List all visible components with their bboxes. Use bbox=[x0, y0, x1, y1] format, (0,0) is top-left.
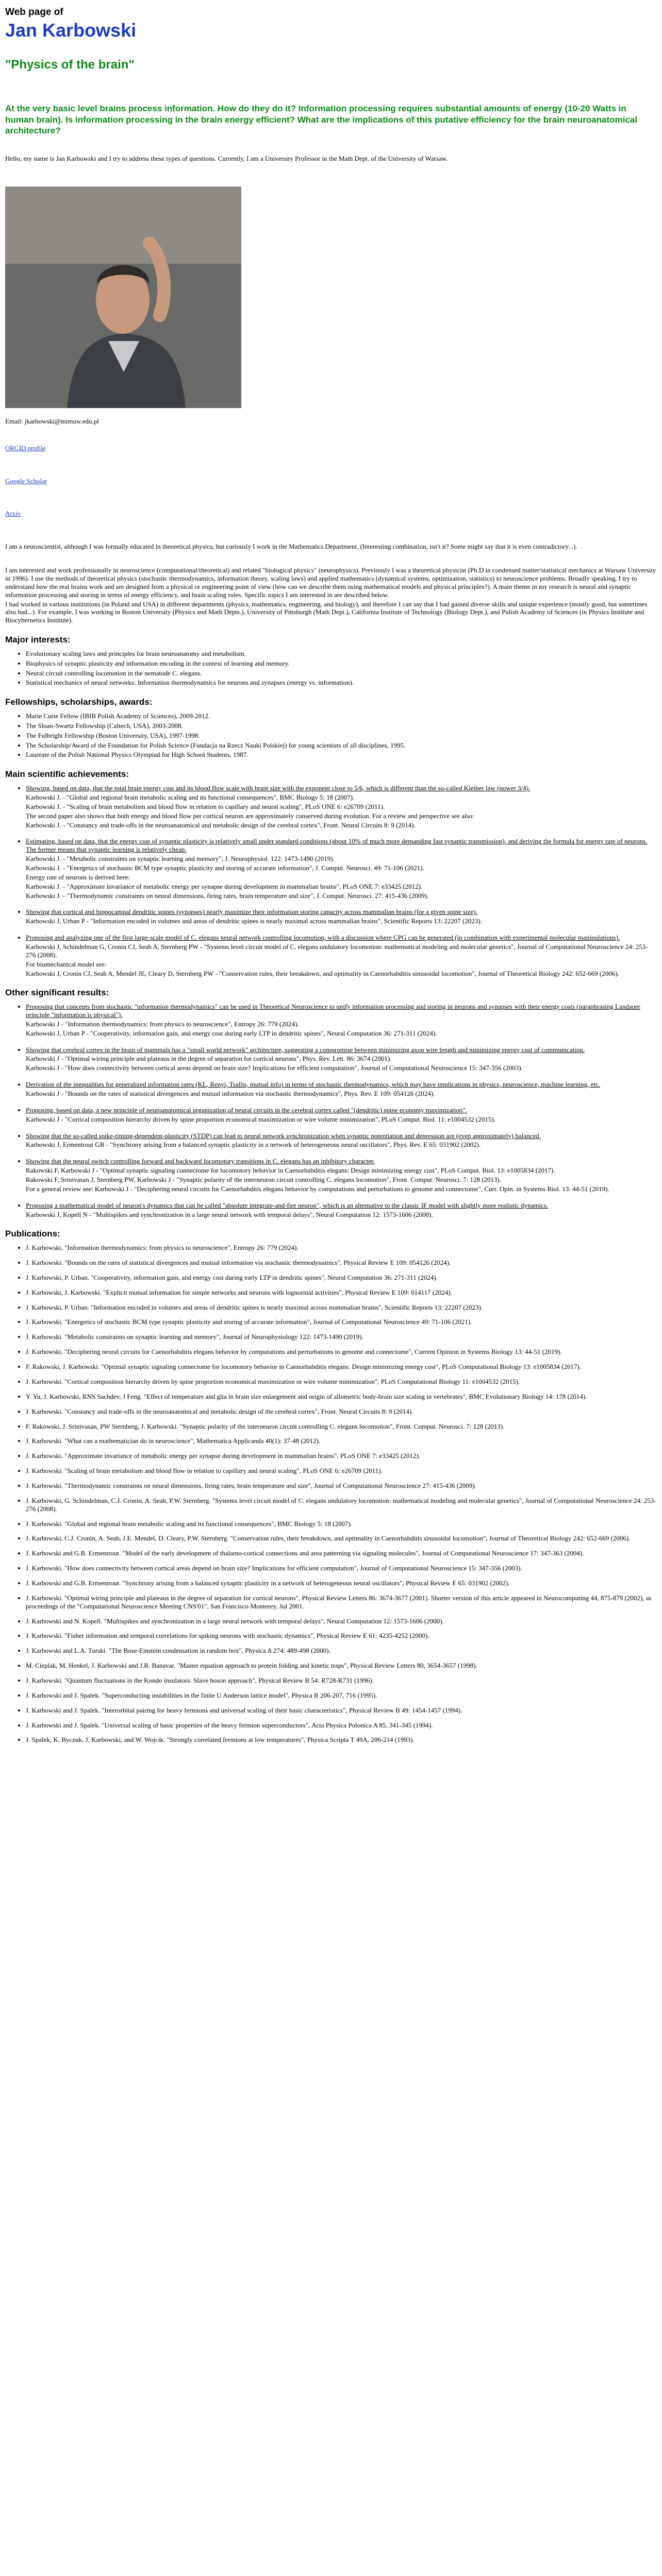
main-achievements-heading: Main scientific achievements: bbox=[5, 769, 129, 779]
publication-item: • M. Cieplak, M. Henkel, J. Karbowski and J.R. Banavar. "Master equation approach to protein folding and kinetic traps", Physical Review Letters 80, 3654-3657 (1998). bbox=[26, 1662, 657, 1670]
reference: Karbowski J - "Optimal wiring principle and plateaus in the degree of separation for cortical neurons", Phys. Rev. Lett. 86: 3674 (2001). bbox=[26, 1055, 392, 1063]
result-item bbox=[26, 1080, 657, 1098]
publication-item: • J. Karbowski, C.J. Cronin, A. Seah, J.E. Mendel, D. Cleary, P.W. Sternberg. "Conservation rules, their breakdown, and optimality in Caenorhabditis sinusoidal locomotion", Journal of Theoretical Biology 242: 652-669 (2006). bbox=[26, 1534, 657, 1543]
achievement-item bbox=[26, 837, 657, 900]
reference: Karbowski J. - "Metabolic constraints on synaptic learning and memory", J. Neurophysiol. 122: 1473-1490 (2019). bbox=[26, 855, 335, 863]
achievement-summary: • Proposing and analyzing one of the first large-scale model of C. elegans neural network controlling locomotion, with a discussion where CPG can be generated (in combination with experimental molecular manipulations). bbox=[26, 934, 620, 942]
reference: Karbowski J. - "Thermodynamic constraints on neural dimensions, firing rates, brain temperature and size", J. Comput. Neurosci. 27: 415-436 (2009). bbox=[26, 891, 429, 900]
other-results-heading: Other significant results: bbox=[5, 988, 109, 998]
publication-item: • J. Spalek, K. Byczuk, J. Karbowski, and W. Wojcik. "Strongly correlated fermions at low temperatures", Physica Scripta T 49A, 206-214 (1993). bbox=[26, 1736, 657, 1744]
arxiv-link[interactable]: Arxiv bbox=[5, 510, 21, 518]
result-summary: • Proposing that concepts from stochastic "information thermodynamics" can be used in Theoretical Neuroscience to unify information processing and storing in neurons and synapses with their energy costs (paraphrasing Landauer principle "information is physical"). bbox=[26, 1003, 641, 1019]
publication-item: • J. Karbowski. "Cortical composition hierarchy driven by spine proportion economical maximization or wire volume minimization", PLoS Computational Biology 11: e1004532 (2015). bbox=[26, 1378, 657, 1386]
publication-item: • J. Karbowski, J. Karbowski. "Explicit mutual information for simple networks and neurons with lognormal activities", Physical Review E 109: 014117 (2024). bbox=[26, 1289, 657, 1297]
list-item: • Biophysics of synaptic plasticity and information encoding in the context of learning and memory. bbox=[26, 659, 657, 668]
portrait-photo bbox=[5, 187, 241, 408]
publication-item: • J. Karbowski. "Bounds on the rates of statistical divergences and mutual information via stochastic thermodynamics", Physical Review E 109: 054126 (2024). bbox=[26, 1259, 657, 1267]
achievement-item bbox=[26, 908, 657, 925]
list-item: • The Fulbright Fellowship (Boston University, USA), 1997-1998. bbox=[26, 732, 657, 740]
list-item: • Evolutionary scaling laws and principles for brain neuroanatomy and metabolism. bbox=[26, 650, 657, 658]
reference: Karbowski J, Urban P - "Information encoded in volumes and areas of dendritic spines is nearly maximal across mammalian brains", Scientific Reports 13: 22207 (2023). bbox=[26, 917, 482, 925]
reference: Karbowski J, Cronin CJ, Seah A, Mendel JE, Cleary D, Sternberg PW - "Conservation rules, their breakdown, and optimality in Caenorhabditis sinusoidal locomotion", Journal of Theoretical Biology 242: 652-669 (2006). bbox=[26, 969, 619, 977]
reference: Karbowski J - "Cortical composition hierarchy driven by spine proportion economical maximization or wire volume minimization", PLoS Comput. Biol. 11: e1004532 (2015). bbox=[26, 1115, 495, 1123]
reference: Karbowski J. - "Approximate invariance of metabolic energy per synapse during development in mammalian brains", PLoS ONE 7: e33425 (2012). bbox=[26, 882, 423, 890]
google-scholar-link[interactable]: Google Scholar bbox=[5, 477, 47, 485]
publication-item: • J. Karbowski. "Thermodynamic constraints on neural dimensions, firing rates, brain temperature and size", Journal of Computational Neuroscience 27: 415-436 (2009). bbox=[26, 1482, 657, 1490]
intro-text: Hello, my name is Jan Karbowski and I try to address these types of questions. Currently, I am a University Professor in the Math Dept. of the University of Warsaw. bbox=[5, 155, 448, 163]
reference: Karbowski J - "Bounds on the rates of statistical divergences and mutual information via stochastic thermodynamics", Phys. Rev. E 109: 054126 (2024). bbox=[26, 1090, 435, 1097]
result-item bbox=[26, 1106, 657, 1124]
publication-item: • J. Karbowski and J. Spalek. "Superconducting instabilities in the finite U Anderson lattice model", Physica B 206-207, 716 (1995). bbox=[26, 1691, 657, 1700]
fellowships-list bbox=[5, 712, 657, 759]
bio-paragraph-1: I am a neuroscientist, although I was formally educated in theoretical physics, but curiously I work in the Mathematics Department. (Interesting combination, isn't it? Some might say that it is even contradictory...). bbox=[5, 543, 577, 551]
result-summary: • Proposing, based on data, a new principle of neuroanatomical organization of neural circuits in the cerebral cortex called "(dendritic) spine economy maximization". bbox=[26, 1106, 467, 1114]
site-label: Web page of bbox=[5, 7, 63, 18]
reference: Karbowski J, Schindelman G, Cronin CJ, Seah A, Sternberg PW - "Systems level circuit model of C. elegans undulatory locomotion: mathematical modeling and molecular genetics", Journal of Computational Neuroscience 24: 253-276 (2008). bbox=[26, 942, 648, 959]
publication-item: • J. Karbowski. "Scaling of brain metabolism and blood flow in relation to capillary and neural scaling", PLoS ONE 6: e26709 (2011). bbox=[26, 1467, 657, 1475]
interests-list bbox=[5, 650, 657, 687]
result-item bbox=[26, 1003, 657, 1037]
publication-item: • J. Karbowski. "Constancy and trade-offs in the neuroanatomical and metabolic design of the cerebral cortex", Front. Neural Circuits 8: 9 (2014). bbox=[26, 1408, 657, 1416]
publication-item: • J. Karbowski. "Information thermodynamics: from physics to neuroscience", Entropy 26: 779 (2024). bbox=[26, 1244, 657, 1252]
reference: Rakowski F, Srinivasan J, Sternberg PW, Karbowski J - "Synaptic polarity of the interneuron circuit controlling C. elegans locomotion", Front. Comput. Neurosci. 7: 128 (2013). bbox=[26, 1176, 501, 1184]
achievement-item bbox=[26, 784, 657, 829]
publication-item: • J. Karbowski. "How does connectivity between cortical areas depend on brain size? Implications for efficient computation", Journal of Computational Neuroscience 15: 347-356 (2003). bbox=[26, 1564, 657, 1572]
result-item bbox=[26, 1132, 657, 1149]
list-item: • The Scholarship/Award of the Foundation for Polish Science (Fundacja na Rzecz Nauki Polskiej) for young scientists of all disciplines, 1995. bbox=[26, 741, 657, 750]
fellowships-heading: Fellowships, scholarships, awards: bbox=[5, 697, 153, 707]
publication-item: • J. Karbowski and J. Spalek. "Interorbital pairing for heavy fermions and universal scaling of their basic characteristics", Physical Review B 49: 1454-1457 (1994). bbox=[26, 1706, 657, 1715]
list-item: • The Sloan-Swartz Fellowship (Caltech, USA), 2003-2008. bbox=[26, 722, 657, 730]
publication-item: • J. Karbowski, P. Urban. "Information encoded in volumes and areas of dendritic spines is nearly maximal across mammalian brains", Scientific Reports 13: 22207 (2023). bbox=[26, 1303, 657, 1312]
publication-item: • F. Rakowski, J. Srinivasan, PW Sternberg, J. Karbowski. "Synaptic polarity of the interneuron circuit controlling C. elegans locomotion", Front. Comput. Neurosci. 7: 128 (2013). bbox=[26, 1422, 657, 1431]
publication-item: • J. Karbowski and N. Kopell. "Multispikes and synchronization in a large neural network with temporal delays", Neural Computation 12: 1573-1606 (2000). bbox=[26, 1617, 657, 1625]
publications-heading: Publications: bbox=[5, 1229, 60, 1239]
publication-item: • J. Karbowski and G.B. Ermentrout. "Synchrony arising from a balanced synaptic plasticity in a network of heterogeneous neural oscillators", Physical Review E 65: 031902 (2002). bbox=[26, 1579, 657, 1587]
list-item: • Neural circuit controlling locomotion in the nematode C. elegans. bbox=[26, 669, 657, 677]
publication-item: • J. Karbowski. "Optimal wiring principle and plateaus in the degree of separation for cortical neurons", Physical Review Letters 86: 3674-3677 (2001). Shorter version of this article appeared in Neurocomputing 44, 875-879 (2002), as proceedings of the "Computational Neuroscience Meeting CNS'01", San Francisco-Monterey, Jul 2001. bbox=[26, 1594, 657, 1611]
reference: Karbowski J. - "Global and regional brain metabolic scaling and its functional consequences", BMC Biology 5: 18 (2007). bbox=[26, 793, 355, 801]
publication-item: • J. Karbowski. "Energetics of stochastic BCM type synaptic plasticity and storing of accurate information", Journal of Computational Neuroscience 49: 71-106 (2021). bbox=[26, 1318, 657, 1326]
publication-item: • J. Karbowski and J. Spalek. "Universal scaling of basic properties of the heavy fermion superconductors", Acta Physica Polonica A 85, 341-345 (1994). bbox=[26, 1721, 657, 1730]
publication-item: • Y. Yu, J. Karbowski, RNS Sachdev, J Feng. "Effect of temperature and glia in brain size enlargement and origin of allometric body-brain size scaling in vertebrates", BMC Evolutionary Biology 14: 178 (2014). bbox=[26, 1393, 657, 1401]
email: Email: jkarbowski@mimuw.edu.pl bbox=[5, 417, 99, 425]
publication-item: • F. Rakowski, J. Karbowski. "Optimal synaptic signaling connectome for locomotory behavior in Caenorhabditis elegans: Design minimizing energy cost", PLoS Computational Biology 13: e1005834 (2017). bbox=[26, 1363, 657, 1371]
reference: Karbowski J. - "Constancy and trade-offs in the neuroanatomical and metabolic design of the cerebral cortex", Front. Neural Circuits 8: 9 (2014). bbox=[26, 821, 416, 829]
list-item: • Marie Curie Fellow (IBIB Polish Academy of Sciences), 2009-2012. bbox=[26, 712, 657, 720]
result-summary: • Showing that the neural switch controlling forward and backward locomotory transitions in C. elegans has an inhibitory character. bbox=[26, 1157, 375, 1165]
publication-item: • J. Karbowski. "Approximate invariance of metabolic energy per synapse during development in mammalian brains", PLoS ONE 7: e33425 (2012). bbox=[26, 1452, 657, 1460]
bio-paragraph-3: I had worked in various institutions (in Poland and USA) in different departments (physics, mathematics, engineering, and biology), and therefore I can say that I had gained diverse skills and unique experience (mostly good, but sometimes also bad...). For example, I was working in Boston University (Physics and Math Depts.), University of Pittsburgh (Math Dept.), California Institute of Technology (Biology Dept.), and Polish Academy of Sciences (in Physics Institute and Biocybernetics Institute). bbox=[5, 600, 648, 624]
result-summary: • Showing that cerebral cortex in the brain of mammals has a "small world network" architecture, suggesting a compromise between minimizing axon wire length and minimizing energy cost of communication. bbox=[26, 1045, 585, 1054]
profile-links bbox=[5, 444, 657, 518]
achievement-summary: • Showing that cortical and hippocampal dendritic spines (synapses) nearly maximize their information storing capacity across mammalian brains (for a given spine size). bbox=[26, 908, 477, 916]
reference: For a general review see: Karbowski J - "Deciphering neural circuits for Caenorhabditis elegans behavior by computations and perturbations to genome and connectome", Curr. Opin. in Systems Biol. 13: 44-51 (2019). bbox=[26, 1184, 609, 1193]
achievement-summary: • Showing, based on data, that the total brain energy cost and its blood flow scale with brain size with the exponent close to 5/6, which is different than the so-called Kleiber law (power 3/4). bbox=[26, 784, 531, 792]
publication-item: • J. Karbowski and L.A. Turski. "The Bose-Einstein condensation in random box", Physica A 274: 489-498 (2000). bbox=[26, 1647, 657, 1655]
list-item: • Laureate of the Polish National Physics Olympiad for High School Students, 1987. bbox=[26, 751, 657, 759]
motto: "Physics of the brain" bbox=[5, 58, 135, 72]
reference-note: For biomechanical model see: bbox=[26, 960, 107, 968]
publication-item: • J. Karbowski. "What can a mathematician do in neuroscience", Mathematica Applicanda 40(1): 37-48 (2012). bbox=[26, 1437, 657, 1445]
bio-paragraph-2: I am interested and work professionally in neuroscience (computational/theoretical) and related "biological physics" (neurophysics). Previously I was a theoretical physicist (Ph.D in condensed matter/statistical mechanics at Warsaw University in 1996). I use the methods of theoretical physics (stochastic thermodynamics, information theory, scaling laws) and applied mathematics (dynamical systems, optimization, statistics) to neuroscience problems. Broadly speaking, I try to understand how the real brains work and are designed from a physical or engineering point of view (how can we describe them using mathematical models and physical principles?). A main theme in my research is neural and synaptic information processing and storing in terms of energy efficiency, and brain scaling rules. Specific topics I am interested in are described below. bbox=[5, 566, 656, 599]
reference: Rakowski F, Karbowski J - "Optimal synaptic signaling connectome for locomotory behavior in Caenorhabditis elegans: Design minimizing energy cost", PLoS Comput. Biol. 13: e1005834 (2017). bbox=[26, 1166, 555, 1175]
achievement-item bbox=[26, 934, 657, 977]
list-item: • Statistical mechanics of neural networks: Information thermodynamics for neurons and synapses (energy vs. information). bbox=[26, 679, 657, 687]
result-summary: • Showing that the so-called spike-timing-dependent-plasticity (STDP) can lead to neural network synchronization when synaptic potentiation and depression are (even approximately) balanced. bbox=[26, 1131, 541, 1140]
publication-item: • J. Karbowski, G. Schindelman, C.J. Cronin, A. Seah, P.W. Sternberg. "Systems level circuit model of C. elegans undulatory locomotion: mathematical modeling and molecular genetics", Journal of Computational Neuroscience 24: 253-276 (2008). bbox=[26, 1497, 657, 1513]
publication-item: • J. Karbowski, P. Urban. "Cooperativity, information gain, and energy cost during early LTP in dendritic spines", Neural Computation 36: 271-311 (2024). bbox=[26, 1274, 657, 1282]
reference-note: Energy rate of neurons is derived here: bbox=[26, 873, 130, 881]
reference: Karbowski J, Urban P - "Cooperativity, information gain, and energy cost during early LTP in dendritic spines", Neural Computation 36: 271-311 (2024). bbox=[26, 1029, 437, 1037]
publication-item: • J. Karbowski. "Metabolic constraints on synaptic learning and memory", Journal of Neurophysiology 122: 1473-1490 (2019). bbox=[26, 1333, 657, 1341]
result-item bbox=[26, 1046, 657, 1073]
research-question: At the very basic level brains process information. How do they do it? Information processing requires substantial amounts of energy (10-20 Watts in human brain). Is information processing in the brain energy efficient? What are the implications of this putative efficiency for the brain neuroanatomical architecture? bbox=[5, 104, 638, 135]
main-achievements-list bbox=[5, 784, 657, 977]
result-summary: • Proposing a mathematical model of neuron's dynamics that can be called "absolute integrate-and-fire neuron", which is an alternative to the classic IF model with slightly more realistic dynamics. bbox=[26, 1201, 549, 1209]
reference: Karbowski J. - "Energetics of stochastic BCM type synaptic plasticity and storing of accurate information", J. Comput. Neurosci. 49: 71-106 (2021). bbox=[26, 863, 424, 872]
reference-note: The second paper also shows that both energy and blood flow per cortical neuron are approximately conserved during evolution. For a review and perspective see also: bbox=[26, 811, 474, 820]
other-results-list bbox=[5, 1003, 657, 1218]
publications-list bbox=[5, 1244, 657, 1744]
reference: Karbowski J, Ermentrout GB - "Synchrony arising from a balanced synaptic plasticity in a network of heterogeneous neural oscillators", Phys. Rev. E 65: 031902 (2002). bbox=[26, 1141, 481, 1149]
achievement-summary: • Estimating, based on data, that the energy cost of synaptic plasticity is relatively small under standard conditions (about 10% of much more demanding fast synaptic transmission), and deriving the formula for energy rate of neurons. The former means that synaptic learning is relatively cheap. bbox=[26, 837, 648, 854]
reference: Karbowski J. - "Scaling of brain metabolism and blood flow in relation to capillary and neural scaling", PLoS ONE 6: e26709 (2011). bbox=[26, 802, 385, 810]
publication-item: • J. Karbowski and G.B. Ermentrout. "Model of the early development of thalamo-cortical connections and area patterning via signaling molecules", Journal of Computational Neuroscience 17: 347-363 (2004). bbox=[26, 1549, 657, 1557]
result-item bbox=[26, 1201, 657, 1219]
orcid-link[interactable]: ORCID profile bbox=[5, 444, 46, 452]
publication-item: • J. Karbowski. "Deciphering neural circuits for Caenorhabditis elegans behavior by computations and perturbations to genome and connectome", Current Opinion in Systems Biology 13: 44-51 (2019). bbox=[26, 1348, 657, 1356]
reference: Karbowski J - "Information thermodynamics: from physics to neuroscience", Entropy 26: 779 (2024). bbox=[26, 1020, 299, 1028]
publication-item: • J. Karbowski. "Fisher information and temporal correlations for spiking neurons with stochastic dynamics", Physical Review E 61: 4235-4252 (2000). bbox=[26, 1632, 657, 1640]
result-summary: • Derivation of the inequalities for generalized information rates (KL, Renyi, Tsallis, mutual info) in terms of stochastic thermodynamics, which may have implications in physics, neuroscience, machine learning, etc. bbox=[26, 1080, 601, 1089]
publication-item: • J. Karbowski. "Global and regional brain metabolic scaling and its functional consequences", BMC Biology 5: 18 (2007). bbox=[26, 1520, 657, 1528]
interests-heading: Major interests: bbox=[5, 635, 71, 645]
publication-item: • J. Karbowski. "Quantum fluctuations in the Kondo insulators: Slave boson approach", Physical Review B 54: R728-R731 (1996). bbox=[26, 1676, 657, 1685]
result-item bbox=[26, 1157, 657, 1193]
page-title: Jan Karbowski bbox=[5, 20, 137, 41]
reference: Karbowski J - "How does connectivity between cortical areas depend on brain size? Implications for efficient computation", Journal of Computational Neuroscience 15: 347-356 (2003). bbox=[26, 1064, 523, 1072]
reference: Karbowski J, Kopell N - "Multispikes and synchronization in a large neural network with temporal delays", Neural Computation 12: 1573-1606 (2000). bbox=[26, 1210, 433, 1218]
